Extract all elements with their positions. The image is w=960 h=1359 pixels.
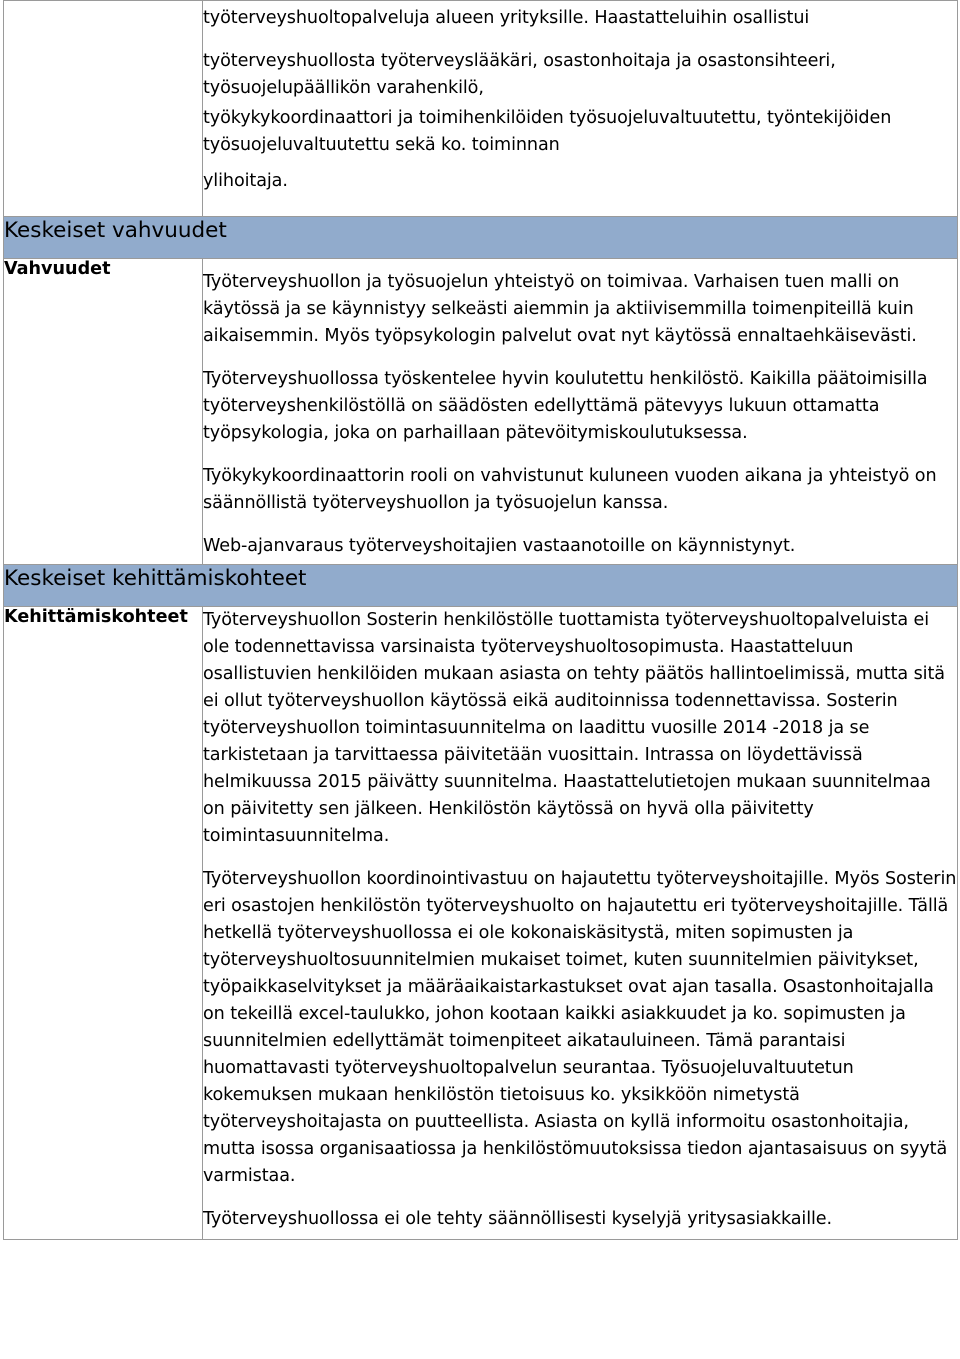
strengths-heading-row (4, 217, 958, 259)
development-row (4, 607, 958, 1240)
strengths-heading: Keskeiset vahvuudet (4, 217, 958, 259)
strengths-paragraph-2: Työterveyshuollossa työskentelee hyvin koulutettu henkilöstö. Kaikilla päätoimisilla työterveyshenkilöstöllä on säädösten edellyttämä pätevyys lukuun ottamatta työpsykologia, joka on parhaillaan pätevöitymiskoulutuksessa. (203, 369, 928, 443)
development-text-cell (203, 607, 958, 1240)
development-paragraph-2: Työterveyshuollon koordinointivastuu on hajautettu työterveyshoitajille. Myös Sosterin eri osastojen henkilöstön työterveyshuolto on hajautettu eri työterveyshoitajille. Tällä hetkellä työterveyshuollossa ei ole kokonaiskäsitystä, miten sopimusten ja työterveyshuoltosuunnitelmien mukaiset toimet, kuten suunnitelmien päivitykset, työpaikkaselvitykset ja määräaikaistarkastukset ovat ajan tasalla. Osastonhoitajalla on tekeillä excel-taulukko, johon kootaan kaikki asiakkuudet ja ko. sopimusten ja suunnitelmien edellyttämät toimenpiteet aikatauluineen. Tämä parantaisi huomattavasti työterveyshuoltopalvelun seurantaa. Työsuojeluvaltuutetun kokemuksen mukaan henkilöstön tietoisuus ko. yksikköön nimetystä työterveyshoitajasta on puutteellista. Asiasta on kyllä informoitu osastonhoitajia, mutta isossa organisaatiossa ja henkilöstömuutoksissa tiedon ajantasaisuus on syytä varmistaa. (203, 869, 957, 1186)
top-row-text-cell (203, 1, 958, 217)
top-row-label-cell (4, 1, 203, 217)
strengths-row-label: Vahvuudet (4, 259, 203, 565)
strengths-paragraph-1: Työterveyshuollon ja työsuojelun yhteistyö on toimivaa. Varhaisen tuen malli on käytössä ja se käynnistyy selkeästi aiemmin ja aktiivisemmilla toimenpiteillä kuin aikaisemmin. Myös työpsykologin palvelut ovat nyt käytössä ennaltaehkäisevästi. (203, 272, 917, 346)
strengths-paragraph-3: Työkykykoordinaattorin rooli on vahvistunut kuluneen vuoden aikana ja yhteistyö on säännöllistä työterveyshuollon ja työsuojelun kanssa. (203, 466, 937, 513)
strengths-row (4, 259, 958, 565)
top-row (4, 1, 958, 217)
top-paragraph-3: työkykykoordinaattori ja toimihenkilöiden työsuojeluvaltuutettu, työntekijöiden työsuojeluvaltuutettu sekä ko. toiminnan (203, 108, 892, 155)
evaluation-table (3, 0, 958, 1240)
top-paragraph-4: ylihoitaja. (203, 171, 288, 191)
strengths-paragraph-4: Web-ajanvaraus työterveyshoitajien vastaanotoille on käynnistynyt. (203, 536, 796, 556)
development-paragraph-1: Työterveyshuollon Sosterin henkilöstölle tuottamista työterveyshuoltopalveluista ei ole todennettavissa varsinaista työterveyshuoltosopimusta. Haastatteluun osallistuvien henkilöiden mukaan asiasta on tehty päätös hallintoelimissä, mutta sitä ei ollut työterveyshuollon käytössä eikä auditoinnissa todennettavissa. Sosterin työterveyshuollon toimintasuunnitelma on laadittu vuosille 2014 -2018 ja se tarkistetaan ja tarvittaessa päivitetään vuosittain. Intrassa on löydettävissä helmikuussa 2015 päivätty suunnitelma. Haastattelutietojen mukaan suunnitelmaa on päivitetty sen jälkeen. Henkilöstön käytössä on hyvä olla päivitetty toimintasuunnitelma. (203, 610, 945, 846)
development-paragraph-3: Työterveyshuollossa ei ole tehty säännöllisesti kyselyjä yritysasiakkaille. (203, 1209, 832, 1229)
top-paragraph-2: työterveyshuollosta työterveyslääkäri, osastonhoitaja ja osastonsihteeri, työsuojelupäällikön varahenkilö, (203, 51, 836, 98)
strengths-text-cell (203, 259, 958, 565)
development-heading: Keskeiset kehittämiskohteet (4, 565, 958, 607)
development-row-label: Kehittämiskohteet (4, 607, 203, 1240)
top-paragraph-1: työterveyshuoltopalveluja alueen yrityksille. Haastatteluihin osallistui (203, 8, 810, 28)
development-heading-row (4, 565, 958, 607)
